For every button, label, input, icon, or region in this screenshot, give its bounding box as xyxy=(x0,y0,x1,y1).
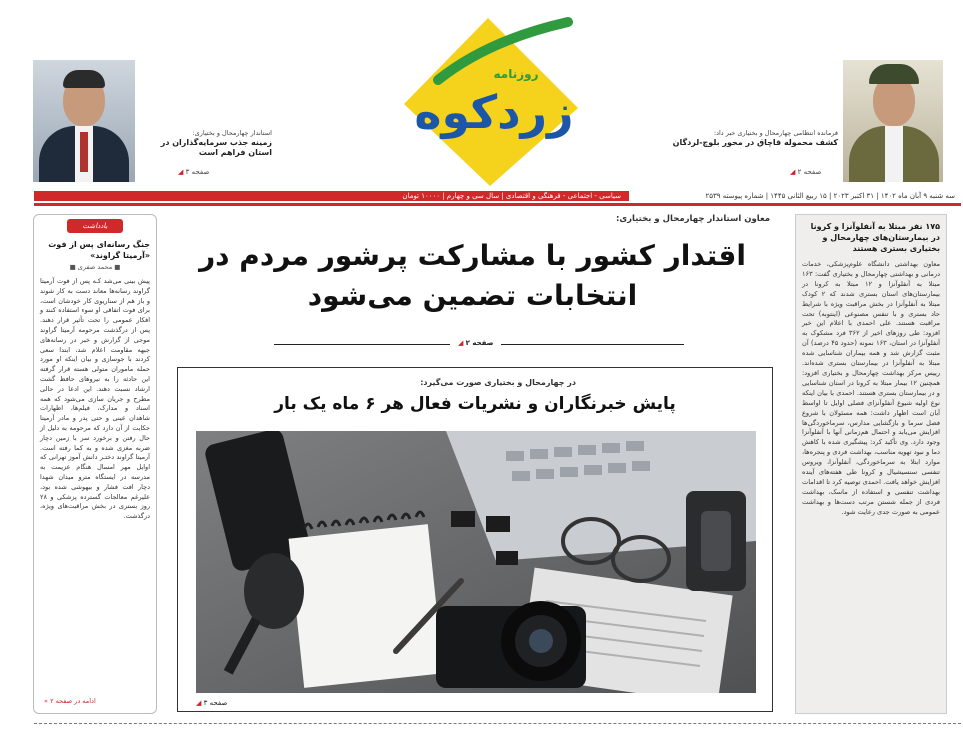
newspaper-logo[interactable] xyxy=(398,10,584,190)
continue-label: ادامه در صفحه ۲ xyxy=(50,697,96,705)
pin-icon: ◢ xyxy=(178,168,184,176)
story-kicker: در چهارمحال و بختیاری صورت می‌گیرد: xyxy=(420,378,576,387)
masthead xyxy=(0,0,963,190)
left-teaser-page-label: صفحه ۳ xyxy=(185,168,210,176)
portrait-shirt-shape xyxy=(885,126,903,182)
lead-headline-line1: اقتدار کشور با مشارکت پرشور مردم در xyxy=(199,239,746,272)
lead-kicker: معاون استاندار چهارمحال و بختیاری: xyxy=(615,214,770,224)
lead-page-ref-rule xyxy=(274,339,684,354)
pin-icon: ◢ xyxy=(458,339,464,347)
camera-notebook-photo[interactable] xyxy=(196,431,756,693)
continue-link[interactable] xyxy=(44,697,96,705)
footer-divider xyxy=(34,723,961,724)
double-chevron-icon: » xyxy=(44,697,48,705)
left-teaser-kicker: استاندار چهارمحال و بختیاری: xyxy=(192,129,272,137)
opinion-headline: جنگ رسانه‌ای پس از فوت «آرمیتا گراوند» xyxy=(48,240,150,260)
opinion-body: پیش بینی می‌شد کـه پس از فوت آرمیتا گراوند رسانه‌ها معاند دست به کار شوند و باز هم از سناریوی کار خودشان است، برای فوت اتفاقی او سوء استفاده کنند و افکار عمومی را تحت تأثیر قرار دهند. پس از درگذشت مرحومه آرمیتا گراوند موجی از گزارش و خبر در رسانه‌های جبهه مقاومت اعلام شد، ابتدا سعی کردند با جوسازی و بیان اینکه او مورد حمله ماموران متولی هسته قرار گرفته این حادثه را به نیروهای حافظ گشت ارشاد نسبت دهند. این ادعا در حالی مطرح و جریان سازی می‌شود که همه اسناد و مدارک، فیلم‌ها، اظهارات شاهدان عینی و حتی پدر و مادر آرمیتا حکایت از آن دارد که مرحومه به دلیل از حال رفتن و برخورد سر با زمین دچار ضربه مغزی شده و به کما رفته است. آرمیتا گراوند دختـر دانش آموز تهرانی که اوایل مهر امسال هنگام عزیمت به مدرسه در ایستگاه مترو میدان شهدا دچار افت فشار و بیهوشی شده بود، علیرغم معالجات گسترده پزشکی و ۲۸ روز بستری در بخش مراقبت‌های ویژه، درگذشت. xyxy=(40,277,150,521)
binder-clip-shape xyxy=(451,511,475,527)
issue-date: سه شنبه ۹ آبان ماه ۱۴۰۲ | ۳۱ اکتبر ۲۰۲۳ | ۱۵ ربیع الثانی ۱۴۴۵ | شماره پیوسته ۲۵۳۹ xyxy=(705,192,955,200)
lead-headline[interactable] xyxy=(175,236,770,316)
left-teaser[interactable] xyxy=(140,128,272,158)
photo-story-box[interactable] xyxy=(177,367,773,712)
left-teaser-title: زمینه جذب سرمایه‌گذاران در استان فراهم است xyxy=(160,138,272,157)
logo-small-label: روزنامه xyxy=(493,67,539,81)
right-news-column[interactable] xyxy=(795,214,947,714)
pin-icon: ◢ xyxy=(790,168,796,176)
right-teaser-page-ref[interactable] xyxy=(790,168,821,176)
right-teaser-page-label: صفحه ۲ xyxy=(797,168,822,176)
right-teaser-title: کشف محموله قاچاق در محور بلوچ-لردگان xyxy=(672,138,838,147)
story-page-label: صفحه ۳ xyxy=(203,699,228,707)
portrait-hair-shape xyxy=(63,70,105,88)
story-headline: پایش خبرنگاران و نشریات فعال هر ۶ ماه یک بار xyxy=(274,394,676,414)
governor-portrait[interactable] xyxy=(33,60,135,182)
pin-icon: ◢ xyxy=(196,699,202,707)
police-commander-portrait[interactable] xyxy=(843,60,943,182)
lead-page-ref[interactable] xyxy=(450,339,501,347)
notebook-shape xyxy=(289,524,444,688)
right-column-body: معاون بهداشتی دانشگاه علوم‌پزشکی، خدمات درمانی و بهداشتی چهارمحال و بختیاری گفت: ۱۶۳ مبتلا به آنفلوآنزا و ۱۲ مبتلا به کرونا در بیمارستان‌های استان بستری شدند که ۲ کودک مبتلا به آنفلوآنزا در بخش مراقبت ویژه با شرایط حاد بستری و با تنفس مصنوعی (اینتوبه) تحت مراقبت هستند. علی احمدی با اعلام این خبر افزود: طی روزهای اخیر از ۳۶۲ فرد مشکوک به آنفلوآنزا در استان، ۱۶۳ نمونه (حدود ۴۵ درصد) آن مثبت گزارش شد و همه بیماران شناسایی شده مبتلا به آنفلوآنزا در بیمارستان بستری شده‌اند. رییس مرکز بهداشت چهارمحال و بختیاری افزود: همچنین ۱۲ بیمار مبتلا به کرونا در استان شناسایی و در بیمارستان بستری هستند. احمدی با بیان اینکه نوع اولیه شیوع آنفلوآنزای فصلی اوایل تا اواسط آبان است اظهار داشت: همه مسئولان با شروع فصل سرما و بازگشایی مدارس، سرماخوردگی‌ها افزایش می‌یابد و احتمال هم‌زمانی آنها با آنفلوآنزا وجود دارد. وی تأکید کرد: پیشگیری شده با کاهش دما و نبود تهویه مناسب، بهداشت فردی و پنجره‌ها، موارد ابتلا به سرماخوردگی، آنفلوآنزا، ویروس تنفسی سنسیشیال و کرونا طی هفته‌های آینده افزایش خواهد یافت. احمدی توصیه کرد تا اقدامات بهداشت تنفسی و استفاده از ماسک، بهداشت فردی از جمله شستن مرتب دست‌ها و بهداشت عمومی به صورت جدی رعایت شود. xyxy=(802,260,941,516)
opinion-badge: یادداشت xyxy=(67,219,123,233)
lead-page-label: صفحه ۲ xyxy=(465,339,494,347)
logo-wordmark: زردکوه xyxy=(414,85,574,139)
issue-tags: سیاسی - اجتماعی - فرهنگی و اقتصادی | سال سی و چهارم | ۱۰۰۰۰ تومان xyxy=(34,191,629,201)
lead-headline-line2: انتخابات تضمین می‌شود xyxy=(307,279,638,312)
portrait-cap-shape xyxy=(869,64,919,84)
right-column-headline: ۱۷۵ نفر مبتلا به آنفلوآنزا و کرونا در بیمارستان‌های چهارمحال و بختیاری بستری هستند xyxy=(810,222,940,253)
left-opinion-column[interactable] xyxy=(33,214,157,714)
right-teaser-kicker: فرمانده انتظامی چهارمحال و بختیاری خبر داد: xyxy=(713,129,838,137)
issue-info-bar xyxy=(34,191,961,201)
right-teaser[interactable] xyxy=(660,128,838,148)
portrait-tie-shape xyxy=(80,132,88,172)
masthead-divider xyxy=(34,203,961,206)
left-teaser-page-ref[interactable] xyxy=(178,168,209,176)
opinion-author: ■ محمد صفری ■ xyxy=(69,263,121,271)
story-page-ref[interactable] xyxy=(196,699,227,707)
